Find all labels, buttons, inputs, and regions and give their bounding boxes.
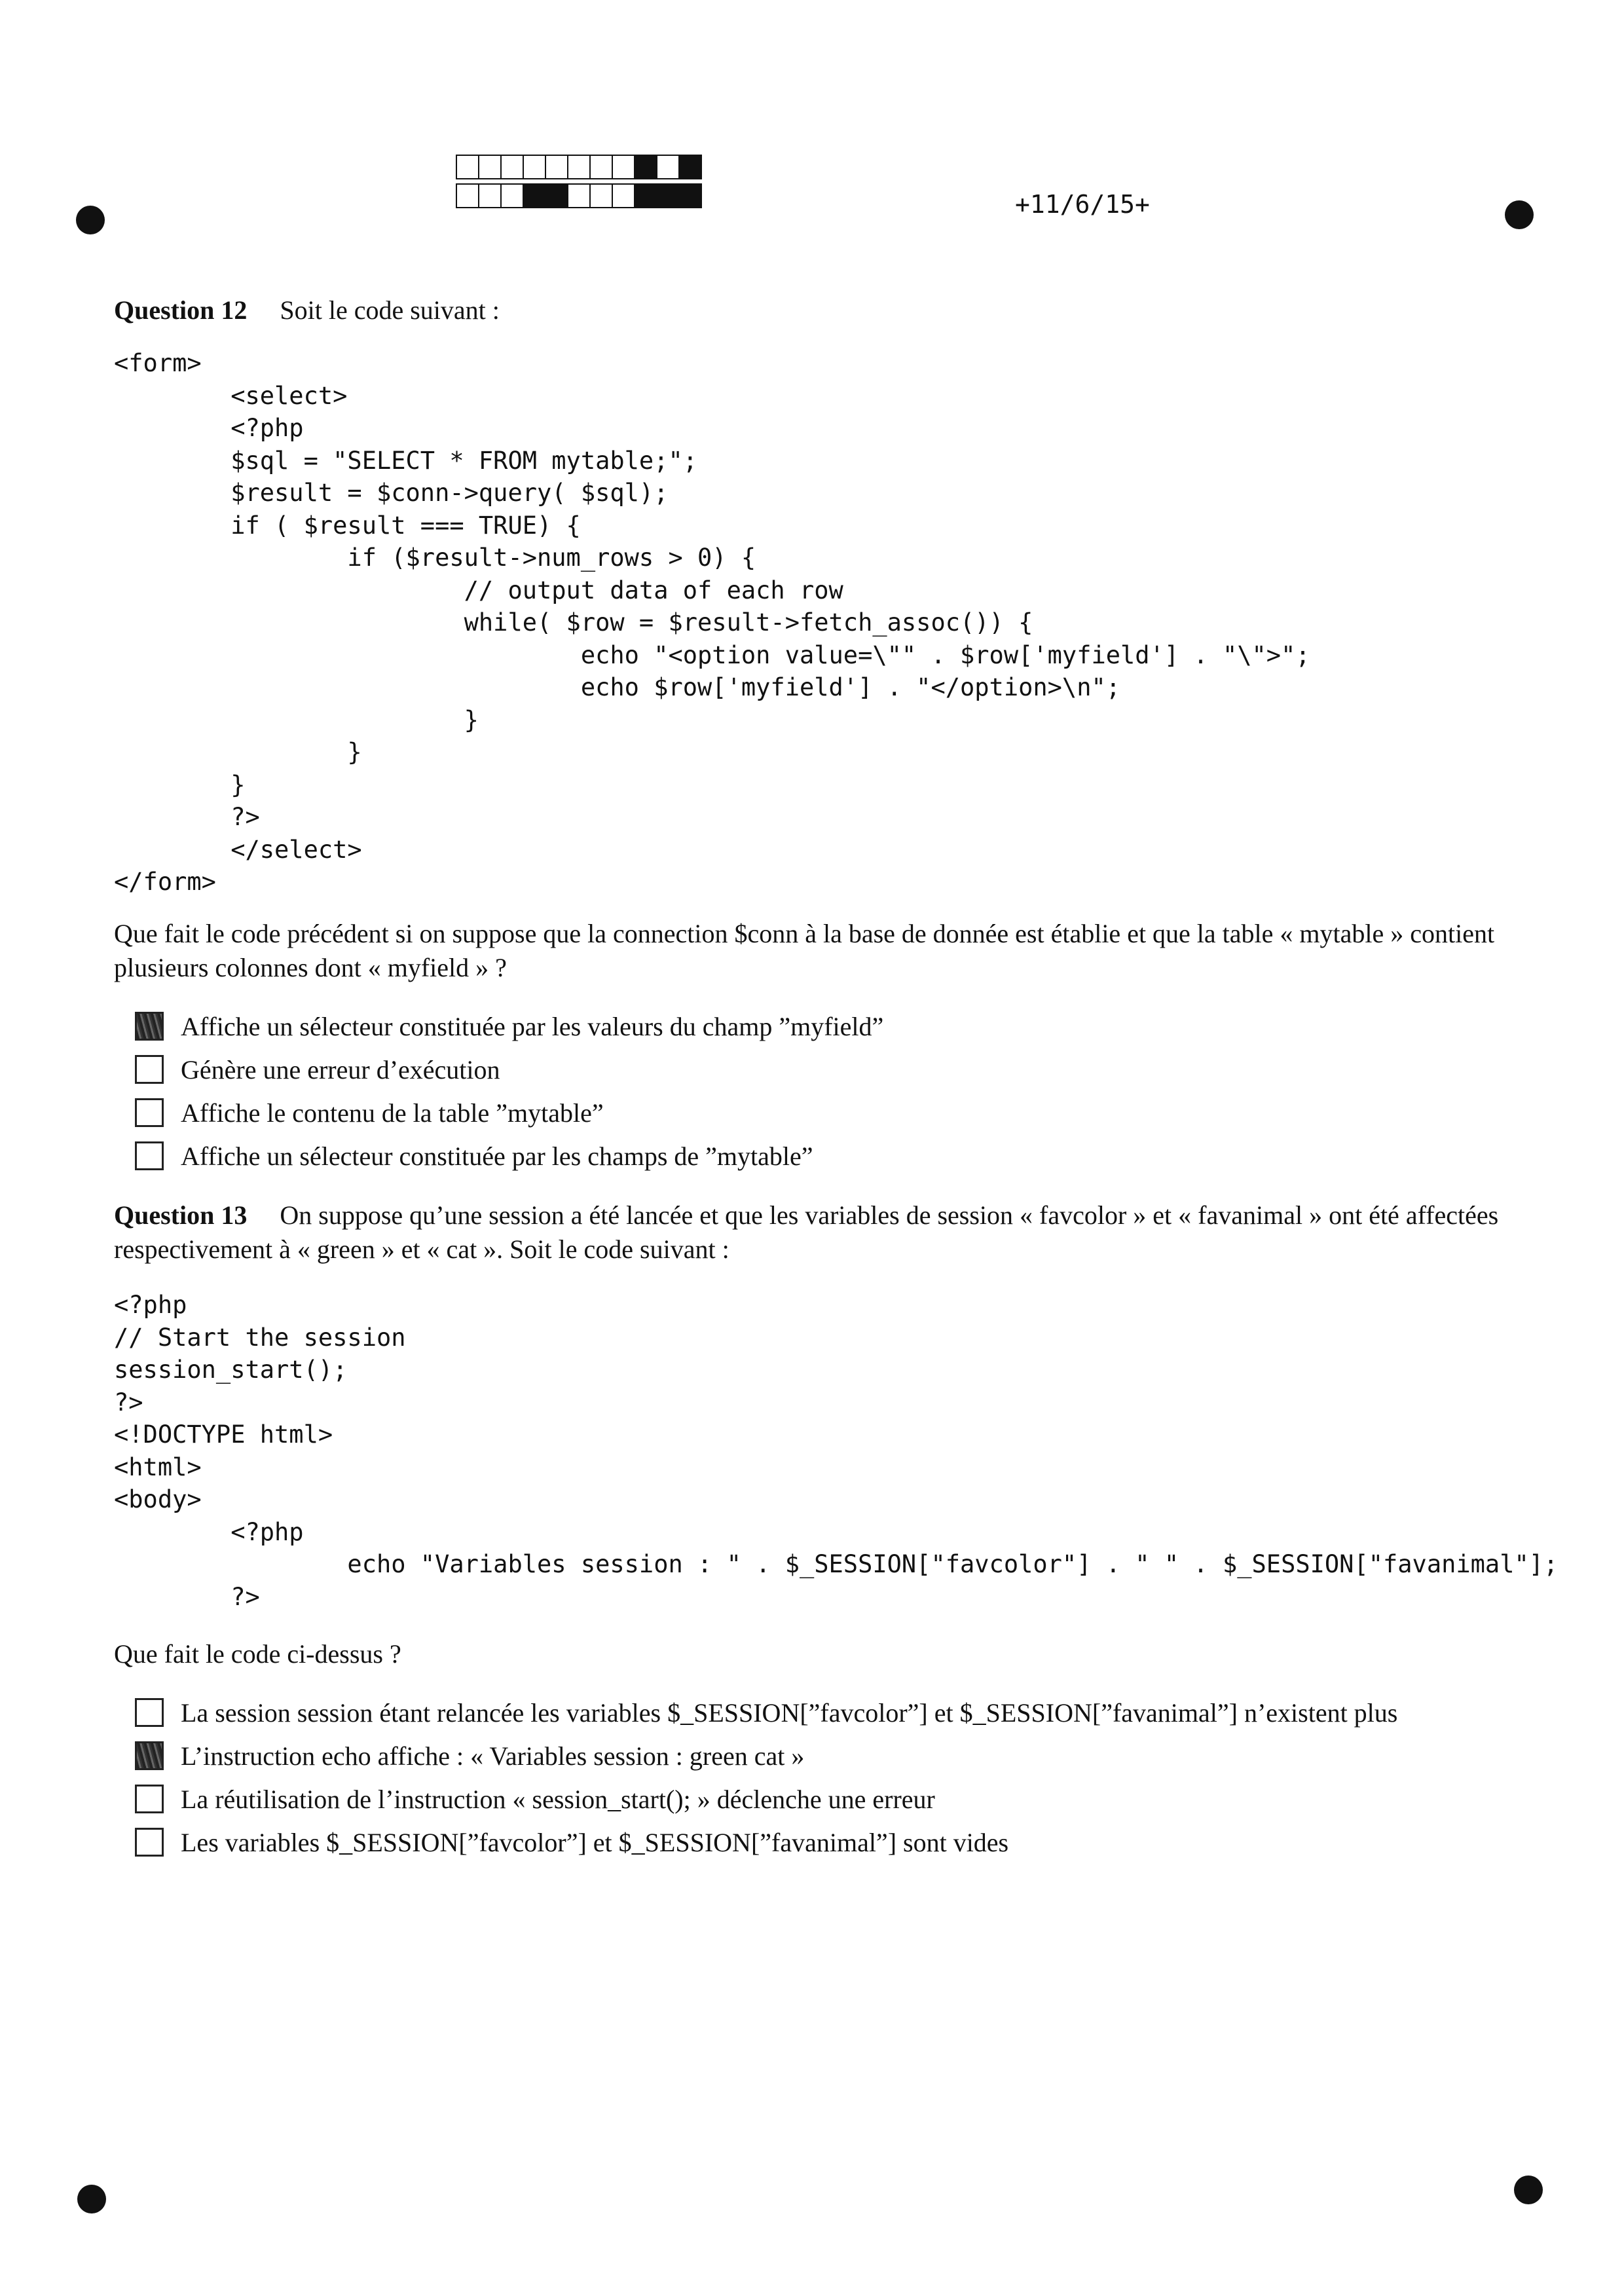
choice-text: Affiche un sélecteur constituée par les champs de ”mytable”	[181, 1141, 813, 1171]
barcode-cell	[567, 155, 591, 179]
choice-text: La réutilisation de l’instruction « session_start(); » déclenche une erreur	[181, 1784, 935, 1814]
barcode-cell	[612, 183, 635, 208]
registration-mark-bottom-right	[1514, 2176, 1543, 2204]
choice-text: La session session étant relancée les variables $_SESSION[”favcolor”] et $_SESSION[”favanimal”] n’existent plus	[181, 1697, 1398, 1728]
choice-text: Affiche le contenu de la table ”mytable”	[181, 1098, 604, 1128]
barcode-cell	[567, 183, 591, 208]
barcode-cell	[634, 155, 657, 179]
question-13-choice-3[interactable]	[135, 1777, 1397, 1821]
barcode-cell	[500, 155, 524, 179]
barcode-row-2	[456, 183, 701, 210]
barcode-cell	[589, 183, 613, 208]
question-12-label: Question 12	[114, 295, 248, 325]
choice-text: L’instruction echo affiche : « Variables session : green cat »	[181, 1741, 805, 1771]
registration-mark-bottom-left	[77, 2185, 106, 2213]
choice-text: Les variables $_SESSION[”favcolor”] et $_SESSION[”favanimal”] sont vides	[181, 1827, 1009, 1857]
barcode-cell	[678, 183, 702, 208]
question-12-prompt: Que fait le code précédent si on suppose que la connection $conn à la base de donnée est établie et que la table « mytable » contient plusieurs colonnes dont « myfield » ?	[114, 919, 1495, 982]
barcode-cell	[678, 155, 702, 179]
question-12-intro: Soit le code suivant :	[280, 295, 500, 325]
barcode-cell	[478, 155, 502, 179]
question-12-choice-1[interactable]	[135, 1005, 883, 1048]
page-barcode	[456, 155, 701, 212]
question-12-choice-3[interactable]	[135, 1091, 883, 1134]
barcode-cell	[612, 155, 635, 179]
question-13-checkbox-3[interactable]	[135, 1785, 164, 1813]
question-12-choice-4[interactable]	[135, 1134, 883, 1177]
barcode-cell	[456, 155, 479, 179]
barcode-cell	[523, 183, 546, 208]
question-13-checkbox-1[interactable]	[135, 1698, 164, 1727]
question-13-intro: On suppose qu’une session a été lancée et que les variables de session « favcolor » et « favanimal » ont été affectées respectivement à « green » et « cat ». Soit le code suivant :	[114, 1200, 1499, 1264]
barcode-cell	[656, 155, 680, 179]
question-12-checkbox-1[interactable]	[135, 1012, 164, 1041]
question-12-code: <form> <select> <?php $sql = "SELECT * FROM mytable;"; $result = $conn->query( $sql); if ( $result === TRUE) { if ($result->num_rows > 0) { // output data of each row while( $row = $result->fetch_assoc()) { echo "<option value=\"" . $row['myfield'] . "\">"; echo $row['myfield'] . "</option>\n"; } } } ?> </select> </form>	[114, 349, 1310, 896]
barcode-cell	[545, 183, 568, 208]
question-12-choice-2[interactable]	[135, 1048, 883, 1091]
barcode-cell	[656, 183, 680, 208]
barcode-cell	[589, 155, 613, 179]
question-13-choice-1[interactable]	[135, 1691, 1397, 1734]
barcode-cell	[456, 183, 479, 208]
question-12-checkbox-4[interactable]	[135, 1141, 164, 1170]
question-13-label: Question 13	[114, 1200, 248, 1230]
question-12-choices	[135, 1005, 883, 1177]
barcode-cell	[634, 183, 657, 208]
question-13-checkbox-4[interactable]	[135, 1828, 164, 1857]
barcode-cell	[478, 183, 502, 208]
registration-mark-top-right	[1505, 200, 1534, 229]
question-13-checkbox-2[interactable]	[135, 1741, 164, 1770]
question-12-checkbox-2[interactable]	[135, 1055, 164, 1084]
question-13-choice-2[interactable]	[135, 1734, 1397, 1777]
question-13-choice-4[interactable]	[135, 1821, 1397, 1864]
barcode-cell	[500, 183, 524, 208]
choice-text: Génère une erreur d’exécution	[181, 1054, 500, 1084]
question-13-prompt: Que fait le code ci-dessus ?	[114, 1639, 401, 1669]
question-12-heading	[114, 293, 1515, 327]
choice-text: Affiche un sélecteur constituée par les valeurs du champ ”myfield”	[181, 1011, 884, 1041]
question-13-choices	[135, 1691, 1397, 1864]
question-13-code: <?php // Start the session session_start(); ?> <!DOCTYPE html> <html> <body> <?php echo "Variables session : " . $_SESSION["favcolor"] . " " . $_SESSION["favanimal"]; ?>	[114, 1291, 1559, 1611]
registration-mark-top-left	[76, 206, 105, 234]
barcode-row-1	[456, 155, 701, 181]
barcode-cell	[523, 155, 546, 179]
question-13-heading	[114, 1198, 1515, 1267]
barcode-cell	[545, 155, 568, 179]
page-id: +11/6/15+	[1015, 190, 1150, 219]
question-12-checkbox-3[interactable]	[135, 1098, 164, 1127]
